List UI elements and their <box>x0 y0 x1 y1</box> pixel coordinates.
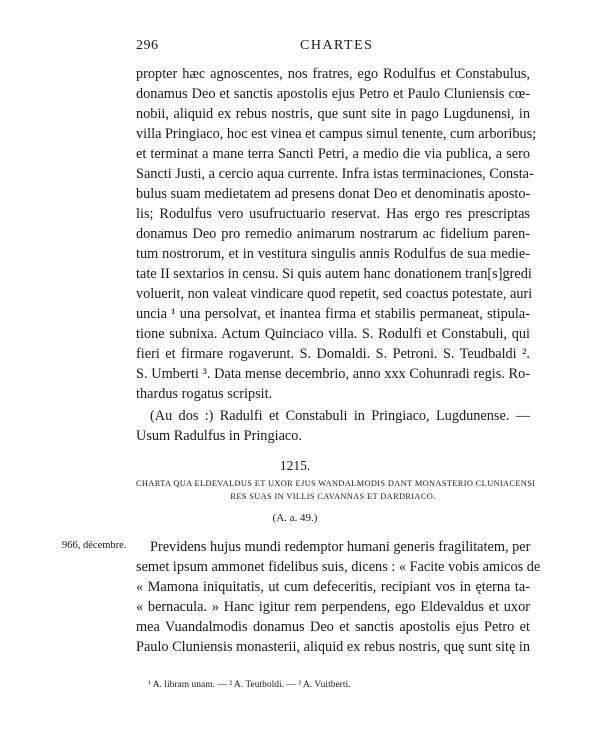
margin-date-note: 966, décembre. <box>62 540 127 551</box>
charter-body-line: semet ipsum ammonet fidelibus suis, dicens : « Facite vobis amicos de <box>136 559 541 575</box>
body-line: donamus Deo pro remedio animarum nostrarum ac fidelium paren- <box>136 226 530 242</box>
charter-body-line: mea Vuandalmodis donamus Deo et sanctis apostolis ejus Petro et <box>136 619 530 635</box>
body-line: lis; Rodulfus vero usufructuario reservat. Has ergo res prescriptas <box>136 206 530 222</box>
body-line: et terminat a mane terra Sancti Petri, a medio die via publica, a sero <box>136 146 530 162</box>
charter-body-line: « bernacula. » Hanc igitur rem perpendens, ego Eldevaldus et uxor <box>136 599 530 615</box>
body-line: bulus suam medietatem ad presens donat Deo et denominatis aposto- <box>136 186 531 202</box>
body-line: tate II sextarios in censu. Si quis autem hanc donationem tran[s]gredi <box>136 266 532 282</box>
body-line: uncia ¹ una persolvat, et inantea firma et stabilis permaneat, stipula- <box>136 306 530 322</box>
body-line: donamus Deo et sanctis apostolis ejus Petro et Paulo Cluniensis cœ- <box>136 86 530 102</box>
page-number: 296 <box>136 38 159 53</box>
charter-body-line: « Mamona iniquitatis, ut cum defeceritis, recipiant vos in ęterna ta- <box>136 579 530 595</box>
endorsement-line: Usum Radulfus in Pringiaco. <box>136 428 302 444</box>
body-line: villa Pringiaco, hoc est vinea et campus simul tenente, cum arboribus; <box>136 126 537 142</box>
charter-body-line: Previdens hujus mundi redemptor humani generis fragilitatem, per <box>150 539 531 555</box>
body-line: voluerit, non valeat vindicare quod repetit, sed coactus potestate, auri <box>136 286 533 302</box>
charter-body-line: Paulo Cluniensis monasterii, aliquid ex rebus nostris, quę sunt sitę in <box>136 639 530 655</box>
running-head: CHARTES <box>300 38 374 53</box>
endorsement-line: (Au dos :) Radulfi et Constabuli in Pringiaco, Lugdunense. — <box>150 408 530 424</box>
body-line: nobii, aliquid ex rebus nostris, que sunt site in pago Lugdunensi, in <box>136 106 530 122</box>
footnotes: ¹ A. libram unam. — ² A. Teutboldi. — ³ A. Vuitberti. <box>148 680 351 690</box>
body-line: S. Umberti ³. Data mense decembrio, anno xxx Cohunradi regis. Ro- <box>136 366 530 382</box>
charter-number: 1215. <box>279 458 311 473</box>
body-line: tum nostrorum, et in vestitura singulis annis Rodulfus de sua medie- <box>136 246 530 262</box>
body-line: propter hæc agnoscentes, nos fratres, ego Rodulfus et Constabulus, <box>136 66 530 82</box>
body-line: tione subnixa. Actum Quinciaco villa. S. Rodulfi et Constabuli, qui <box>136 326 530 342</box>
body-line: fieri et firmare rogaverunt. S. Domaldi. S. Petroni. S. Teudbaldi ². <box>136 346 530 362</box>
charter-title: CHARTA QUA ELDEVALDUS ET UXOR EJUS WANDALMODIS DANT MONASTERIO CLUNIACENSI <box>136 479 536 488</box>
charter-title: RES SUAS IN VILLIS CAVANNAS ET DARDRIACO. <box>230 492 436 501</box>
charter-date: (A. a. 49.) <box>272 512 318 524</box>
body-line: thardus rogatus scripsit. <box>136 386 273 402</box>
body-line: Sancti Justi, a cercio aqua currente. Infra istas terminaciones, Consta- <box>136 166 534 182</box>
